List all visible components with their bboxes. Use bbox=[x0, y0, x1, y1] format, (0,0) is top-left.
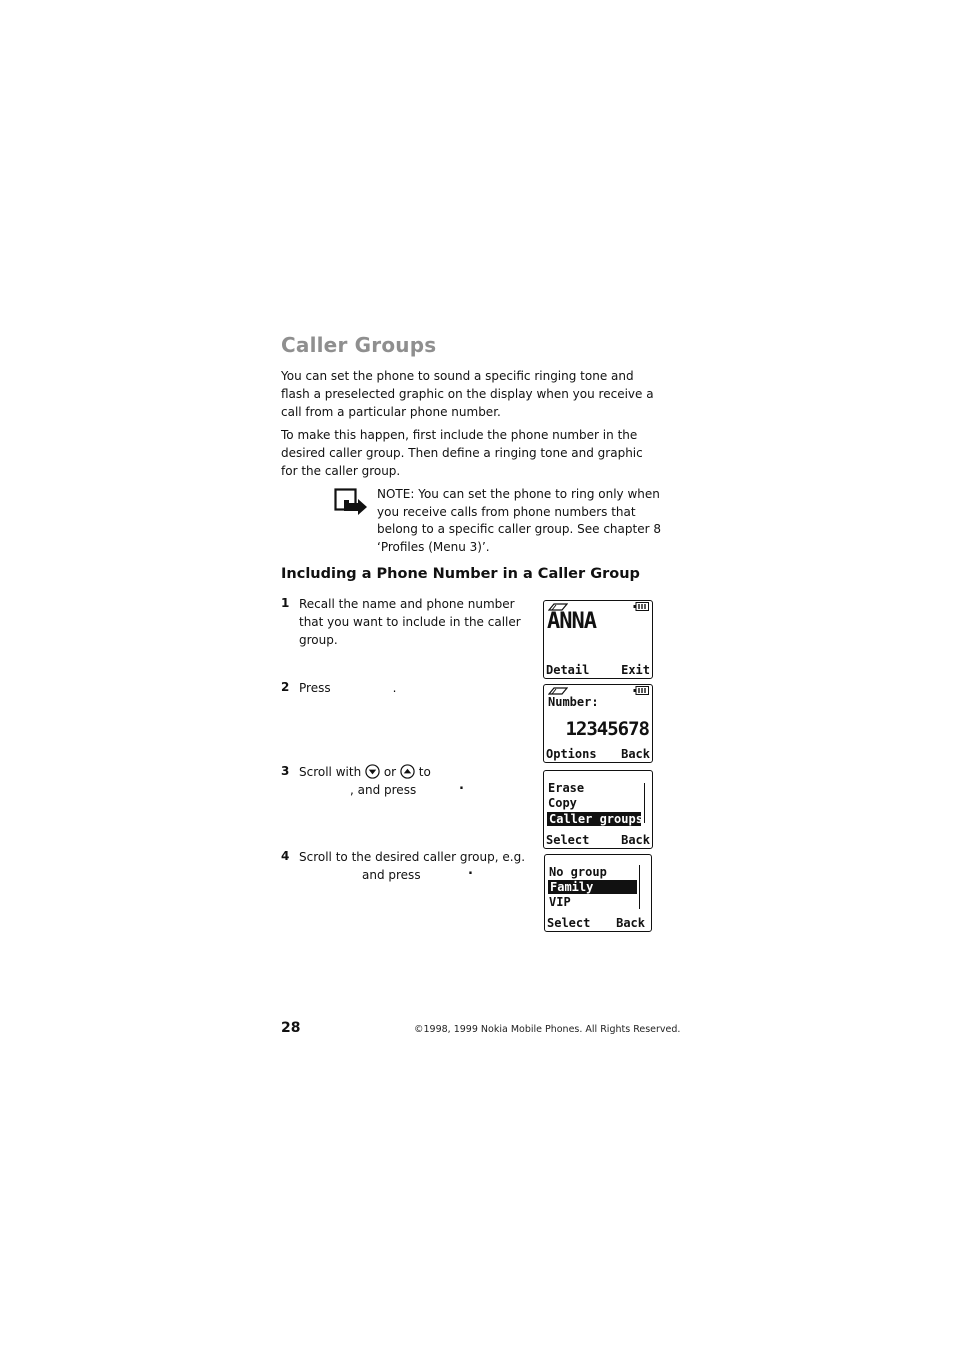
scrollbar bbox=[644, 783, 648, 823]
step-number: 3 bbox=[281, 764, 290, 778]
step-text-continued: , and press bbox=[350, 783, 417, 797]
step-period: . bbox=[459, 778, 464, 793]
battery-icon bbox=[633, 602, 649, 611]
section-heading: Including a Phone Number in a Caller Group bbox=[281, 566, 640, 582]
phone-screen-groups bbox=[544, 854, 652, 932]
note-block bbox=[377, 486, 661, 557]
menu-item-caller-groups[interactable]: Caller groups bbox=[549, 812, 643, 826]
phone-screen-options bbox=[543, 770, 653, 849]
step-scroll-label: Scroll with bbox=[299, 765, 362, 779]
soft-key-left[interactable]: Detail bbox=[546, 663, 590, 677]
step-text bbox=[299, 679, 534, 697]
menu-item-copy[interactable]: Copy bbox=[548, 796, 577, 810]
soft-key-right[interactable]: Back bbox=[616, 916, 645, 930]
step-number: 4 bbox=[281, 849, 290, 863]
soft-key-left[interactable]: Options bbox=[546, 747, 597, 761]
step-text: Recall the name and phone number that you want to include in the caller group. bbox=[299, 597, 521, 647]
scroll-down-key-icon bbox=[365, 764, 380, 779]
group-item-no-group[interactable]: No group bbox=[549, 865, 607, 879]
soft-key-left[interactable]: Select bbox=[547, 916, 591, 930]
phone-number: 12345678 bbox=[565, 718, 649, 740]
step-period: . bbox=[468, 863, 473, 878]
menu-item-erase[interactable]: Erase bbox=[548, 781, 585, 795]
step-press-label: Press bbox=[299, 681, 331, 695]
note-text: : You can set the phone to ring only when you receive calls from phone numbers that belong to a specific caller group. See chapter 8 ‘Profiles (Menu 3)’. bbox=[377, 487, 661, 555]
battery-icon bbox=[633, 686, 649, 695]
step-text bbox=[299, 763, 431, 781]
scroll-up-key-icon bbox=[400, 764, 415, 779]
note-label: NOTE bbox=[377, 487, 411, 501]
contact-name: ANNA bbox=[547, 609, 596, 634]
copyright-notice: ©1998, 1999 Nokia Mobile Phones. All Rights Reserved. bbox=[414, 1024, 681, 1035]
step-period: . bbox=[392, 681, 397, 695]
step-number: 1 bbox=[281, 596, 290, 610]
step-number: 2 bbox=[281, 680, 290, 694]
intro-paragraph-2: To make this happen, first include the phone number in the desired caller group. Then define a ringing tone and graphic for the caller group. bbox=[281, 428, 643, 478]
group-item-vip[interactable]: VIP bbox=[549, 895, 571, 909]
note-hand-icon bbox=[334, 488, 368, 516]
step-or: or bbox=[383, 765, 397, 779]
phone-screen-number bbox=[543, 684, 653, 763]
number-label: Number: bbox=[548, 695, 599, 709]
signal-icon bbox=[548, 687, 568, 695]
step-text-continued: and press bbox=[362, 868, 421, 882]
soft-key-right[interactable]: Back bbox=[621, 833, 650, 847]
step-to: to bbox=[418, 765, 431, 779]
intro-paragraph-1: You can set the phone to sound a specific ringing tone and flash a preselected graphic on the display when you receive a call from a particular phone number. bbox=[281, 369, 654, 419]
scrollbar bbox=[639, 865, 643, 909]
soft-key-right[interactable]: Back bbox=[621, 747, 650, 761]
page-title: Caller Groups bbox=[281, 333, 437, 357]
page-number: 28 bbox=[281, 1020, 301, 1036]
phone-screen-name bbox=[543, 600, 653, 679]
step-text: Scroll to the desired caller group, e.g. bbox=[299, 850, 526, 864]
soft-key-left[interactable]: Select bbox=[546, 833, 590, 847]
soft-key-right[interactable]: Exit bbox=[621, 663, 650, 677]
group-item-family[interactable]: Family bbox=[548, 880, 637, 894]
